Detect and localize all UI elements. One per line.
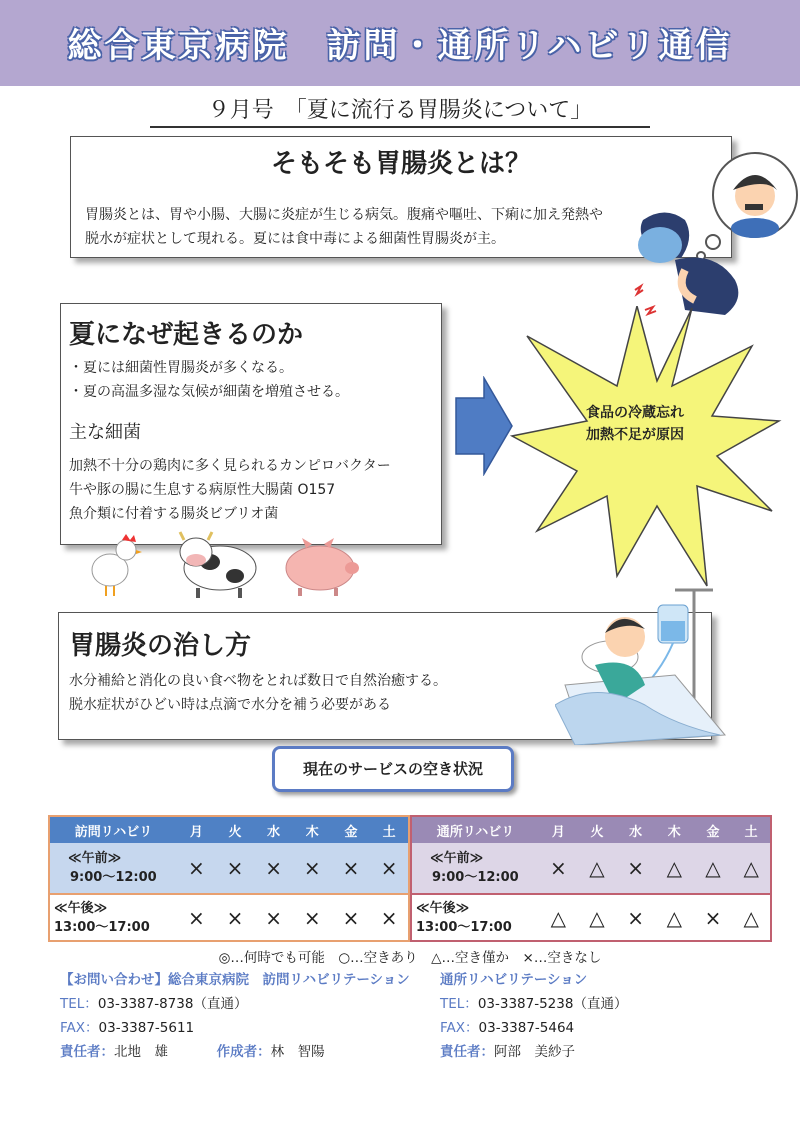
visit-rehab-table — [48, 815, 410, 942]
day-header: 金 — [332, 816, 371, 843]
availability-mark: △ — [578, 894, 617, 941]
cause-line: 食品の冷蔵忘れ — [586, 405, 684, 421]
availability-legend: ◎…何時でも可能 ○…空きあり △…空き僅か ×…空きなし — [218, 950, 602, 966]
availability-mark: △ — [694, 843, 733, 894]
author-label: 作成者： — [216, 1044, 271, 1060]
chicken-icon — [92, 534, 142, 596]
availability-mark: × — [616, 894, 655, 941]
cause-line: 加熱不足が原因 — [586, 427, 684, 443]
section3-line: 脱水症状がひどい時は点滴で水分を補う必要がある — [69, 697, 391, 713]
availability-mark: △ — [655, 894, 694, 941]
availability-mark: × — [616, 843, 655, 894]
section3-heading: 胃腸炎の治し方 — [69, 631, 252, 661]
service-status-title: 現在のサービスの空き状況 — [272, 746, 514, 792]
section1-line: 胃腸炎とは、胃や小腸、大腸に炎症が生じる病気。腹痛や嘔吐、下痢に加え発熱や — [85, 207, 603, 223]
fax-label: FAX： — [60, 1020, 99, 1036]
section1-heading: そもそも胃腸炎とは？ — [270, 149, 531, 179]
availability-mark: △ — [732, 843, 771, 894]
hospital-bed-illustration — [555, 585, 730, 745]
availability-mark: × — [370, 894, 409, 941]
table-name: 訪問リハビリ — [49, 816, 177, 843]
tel-label: TEL： — [440, 996, 478, 1012]
day-header: 土 — [732, 816, 771, 843]
slot-label: ≪午前≫ 9:00～12:00 — [411, 843, 539, 894]
availability-mark: × — [293, 843, 332, 894]
bacteria-item: 加熱不十分の鶏肉に多く見られるカンピロバクター — [69, 458, 391, 474]
pig-icon — [286, 538, 359, 596]
cause-text — [560, 402, 710, 446]
bacteria-subheading: 主な細菌 — [69, 422, 141, 443]
availability-mark: △ — [578, 843, 617, 894]
cause-burst — [507, 306, 782, 591]
availability-mark: × — [254, 843, 293, 894]
day-header: 金 — [694, 816, 733, 843]
day-header: 木 — [655, 816, 694, 843]
slot-label: ≪午前≫ 9:00～12:00 — [49, 843, 177, 894]
availability-mark: × — [539, 843, 578, 894]
tel-number: 03-3387-8738（直通） — [97, 996, 248, 1012]
issue-title: ９月号 「夏に流行る胃腸炎について」 — [150, 93, 650, 128]
manager-name: 北地 雄 — [114, 1044, 168, 1060]
contact-visit — [60, 968, 420, 1064]
bacteria-item: 魚介類に付着する腸炎ビブリオ菌 — [69, 506, 279, 522]
availability-mark: × — [332, 843, 371, 894]
availability-mark: × — [332, 894, 371, 941]
availability-mark: △ — [539, 894, 578, 941]
day-header: 火 — [216, 816, 255, 843]
manager-label: 責任者： — [440, 1044, 494, 1060]
availability-mark: × — [694, 894, 733, 941]
manager-label: 責任者： — [60, 1044, 114, 1060]
cow-icon — [180, 532, 256, 598]
contact-title: 通所リハビリテーション — [440, 972, 588, 988]
section3-line: 水分補給と消化の良い食べ物をとれば数日で自然治癒する。 — [69, 673, 447, 689]
fax-number: 03-3387-5464 — [478, 1020, 575, 1036]
day-header: 月 — [539, 816, 578, 843]
availability-mark: △ — [732, 894, 771, 941]
day-header: 土 — [370, 816, 409, 843]
section1-line: 脱水が症状として現れる。夏には食中毒による細菌性胃腸炎が主。 — [85, 231, 505, 247]
section2-bullet: ・夏の高温多湿な気候が細菌を増殖させる。 — [69, 384, 349, 400]
table-name: 通所リハビリ — [411, 816, 539, 843]
slot-label: ≪午後≫ 13:00～17:00 — [49, 894, 177, 941]
table-row — [411, 894, 771, 941]
day-header: 水 — [254, 816, 293, 843]
day-header: 木 — [293, 816, 332, 843]
table-row — [411, 843, 771, 894]
sick-person-illustration — [615, 150, 800, 330]
contact-day — [440, 968, 760, 1064]
availability-mark: × — [216, 843, 255, 894]
manager-name: 阿部 美紗子 — [494, 1044, 575, 1060]
table-row — [49, 843, 409, 894]
bacteria-item: 牛や豚の腸に生息する病原性大腸菌 O157 — [69, 482, 336, 498]
availability-mark: × — [370, 843, 409, 894]
availability-mark: × — [216, 894, 255, 941]
table-row — [49, 894, 409, 941]
availability-mark: × — [254, 894, 293, 941]
animals-illustration — [80, 528, 370, 600]
day-rehab-table — [410, 815, 772, 942]
fax-label: FAX： — [440, 1020, 479, 1036]
day-header: 火 — [578, 816, 617, 843]
availability-mark: × — [293, 894, 332, 941]
availability-mark: × — [177, 894, 216, 941]
author-name: 林 智陽 — [270, 1044, 325, 1060]
newsletter-title: 総合東京病院 訪問・通所リハビリ通信 — [67, 26, 733, 66]
why-summer-box — [60, 303, 442, 545]
tel-label: TEL： — [60, 996, 98, 1012]
availability-mark: △ — [655, 843, 694, 894]
day-header: 水 — [616, 816, 655, 843]
fax-number: 03-3387-5611 — [98, 1020, 195, 1036]
right-arrow-icon — [454, 376, 514, 476]
contact-title: 【お問い合わせ】総合東京病院 訪問リハビリテーション — [60, 972, 410, 988]
slot-label: ≪午後≫ 13:00～17:00 — [411, 894, 539, 941]
section2-bullet: ・夏には細菌性胃腸炎が多くなる。 — [69, 360, 293, 376]
day-header: 月 — [177, 816, 216, 843]
tel-number: 03-3387-5238（直通） — [477, 996, 628, 1012]
availability-mark: × — [177, 843, 216, 894]
section2-heading: 夏になぜ起きるのか — [69, 320, 304, 350]
